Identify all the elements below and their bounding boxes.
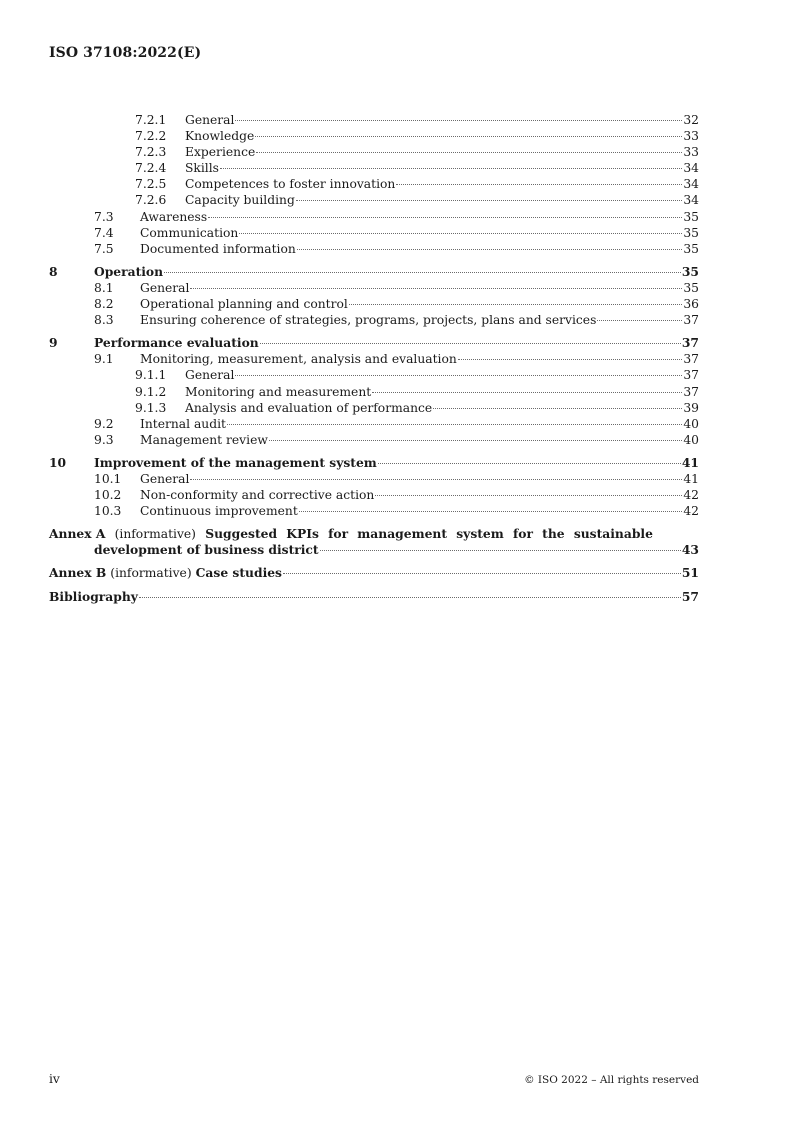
toc-page: 37 [683,352,699,367]
dot-leader [283,573,681,574]
toc-number: 9.1.1 [135,368,167,383]
toc-number: 9.1.3 [135,400,167,415]
toc-entry-9[interactable] [49,335,699,351]
toc-page: 35 [683,209,699,224]
toc-page: 32 [683,113,699,127]
toc-page: 37 [683,384,699,399]
toc-page: 35 [683,280,699,295]
toc-page: 33 [683,145,699,160]
toc-page: 33 [683,129,699,144]
toc-entry-8-3[interactable] [49,312,699,328]
toc-page: 43 [681,542,699,558]
toc-title: Non-conformity and corrective action [140,488,375,503]
toc-title: Operational planning and control [140,297,348,312]
dot-leader [190,288,682,289]
toc-entry-9-3[interactable] [49,432,699,448]
toc-number: 7.2.4 [135,161,167,176]
toc-entry-10-3[interactable] [49,503,699,519]
dot-leader [297,249,683,250]
toc-number: 7.2.5 [135,177,167,192]
dot-leader [190,479,682,480]
bibliography-title: Bibliography [49,588,138,604]
annex-b-title: Case studies [195,565,282,581]
toc-entry-annex-a[interactable] [49,526,699,558]
toc-page: 35 [681,263,699,279]
dot-leader [433,408,682,409]
toc-entry-9-1-2[interactable] [49,384,699,400]
toc-number: 7.3 [94,209,114,224]
toc-entry-9-1-3[interactable] [49,400,699,416]
dot-leader [260,343,681,344]
toc-entry-10-2[interactable] [49,487,699,503]
toc-entry-9-1-1[interactable] [49,367,699,383]
annex-a-title-continued: development of business district [94,542,319,558]
toc-title: Skills [185,161,219,176]
toc-entry-7-5[interactable] [49,241,699,257]
toc-number: 8 [49,263,58,279]
toc-entry-7-2-6[interactable] [49,192,699,208]
toc-entry-7-3[interactable] [49,209,699,225]
dot-leader [372,392,682,393]
toc-number: 7.2.1 [135,113,167,127]
toc-entry-8-2[interactable] [49,296,699,312]
toc-page: 34 [683,161,699,176]
dot-leader [227,424,682,425]
toc-entry-7-2-4[interactable] [49,160,699,176]
dot-leader [375,495,682,496]
toc-number: 8.2 [94,297,114,312]
toc-entry-annex-b[interactable] [49,565,699,581]
dot-leader [378,463,681,464]
dot-leader [220,168,682,169]
annex-a-first-line [49,526,653,542]
toc-page: 42 [683,488,699,503]
toc-title: General [140,471,190,486]
annex-a-label: Annex A [49,526,106,542]
annex-b-type: (informative) [110,566,192,581]
toc-entry-7-4[interactable] [49,225,699,241]
dot-leader [256,152,682,153]
toc-page: 42 [683,504,699,519]
toc-title: Management review [140,432,268,447]
toc-title: Capacity building [185,193,295,208]
toc-page: 37 [681,335,699,351]
dot-leader [269,440,682,441]
copyright-notice: © ISO 2022 – All rights reserved [524,1074,699,1086]
toc-entry-10-1[interactable] [49,471,699,487]
toc-page: 35 [683,225,699,240]
toc-entry-8-1[interactable] [49,280,699,296]
toc-title: Documented information [140,241,296,256]
toc-title: Continuous improvement [140,504,298,519]
dot-leader [458,359,683,360]
document-id: ISO 37108:2022(E) [49,45,202,61]
toc-number: 7.2.2 [135,129,167,144]
toc-page: 34 [683,177,699,192]
toc-title: Communication [140,225,239,240]
toc-title: Improvement of the management system [94,454,377,470]
toc-entry-7-2-2[interactable] [49,128,699,144]
dot-leader [235,375,682,376]
annex-a-title-word: management [357,526,448,542]
table-of-contents [49,112,699,605]
dot-leader [208,217,682,218]
annex-a-title-word: the [542,526,565,542]
dot-leader [299,511,683,512]
toc-entry-10[interactable] [49,455,699,471]
toc-page: 37 [683,313,699,328]
toc-page: 40 [683,416,699,431]
annex-a-title-word: KPIs [286,526,319,542]
annex-a-title-word: for [328,526,349,542]
toc-entry-8[interactable] [49,264,699,280]
toc-number: 7.2.6 [135,193,167,208]
toc-number: 8.3 [94,313,114,328]
toc-number: 9.1 [94,352,114,367]
toc-page: 41 [681,454,699,470]
annex-a-title-word: for [512,526,533,542]
dot-leader [320,550,681,551]
dot-leader [349,304,683,305]
toc-number: 7.2.3 [135,145,167,160]
toc-number: 9.3 [94,432,114,447]
toc-number: 10 [49,454,67,470]
toc-title: Analysis and evaluation of performance [185,400,433,415]
toc-page: 36 [683,297,699,312]
toc-page: 39 [683,400,699,415]
toc-title: General [185,368,235,383]
toc-title: General [140,280,190,295]
dot-leader [164,272,681,273]
toc-title: Performance evaluation [94,335,259,351]
annex-a-second-line [49,542,699,558]
toc-title: Ensuring coherence of strategies, programs, projects, plans and services [140,313,597,328]
dot-leader [597,320,682,321]
toc-title: Monitoring, measurement, analysis and evaluation [140,352,457,367]
toc-number: 9.1.2 [135,384,167,399]
toc-entry-9-2[interactable] [49,416,699,432]
toc-page: 34 [683,193,699,208]
dot-leader [139,597,681,598]
toc-entry-7-2-1[interactable] [49,112,699,128]
toc-page: 41 [683,471,699,486]
annex-a-type: (informative) [114,527,196,542]
toc-number: 9.2 [94,416,114,431]
toc-number: 10.3 [94,504,122,519]
toc-title: Knowledge [185,129,255,144]
dot-leader [239,233,682,234]
toc-title: General [185,113,235,127]
toc-number: 7.5 [94,241,114,256]
toc-entry-9-1[interactable] [49,351,699,367]
toc-page: 51 [681,565,699,581]
toc-page: 35 [683,241,699,256]
toc-entry-bibliography[interactable] [49,589,699,605]
dot-leader [255,136,682,137]
toc-number: 10.2 [94,488,122,503]
annex-a-title-word: sustainable [573,526,653,542]
annex-b-label: Annex B [49,565,107,581]
toc-title: Internal audit [140,416,226,431]
page-number: iv [49,1072,60,1086]
dot-leader [396,184,682,185]
toc-title: Competences to foster innovation [185,177,396,192]
toc-entry-7-2-3[interactable] [49,144,699,160]
annex-a-title-word: Suggested [205,526,278,542]
toc-number: 10.1 [94,471,122,486]
toc-title: Monitoring and measurement [185,384,372,399]
toc-number: 8.1 [94,280,114,295]
annex-a-title-word: system [456,526,504,542]
toc-page: 57 [681,588,699,604]
toc-title: Awareness [140,209,208,224]
toc-entry-7-2-5[interactable] [49,176,699,192]
dot-leader [235,120,682,121]
toc-page: 37 [683,368,699,383]
toc-title: Experience [185,145,256,160]
toc-page: 40 [683,432,699,447]
toc-number: 7.4 [94,225,114,240]
dot-leader [296,200,683,201]
toc-title: Operation [94,263,164,279]
toc-number: 9 [49,335,58,351]
